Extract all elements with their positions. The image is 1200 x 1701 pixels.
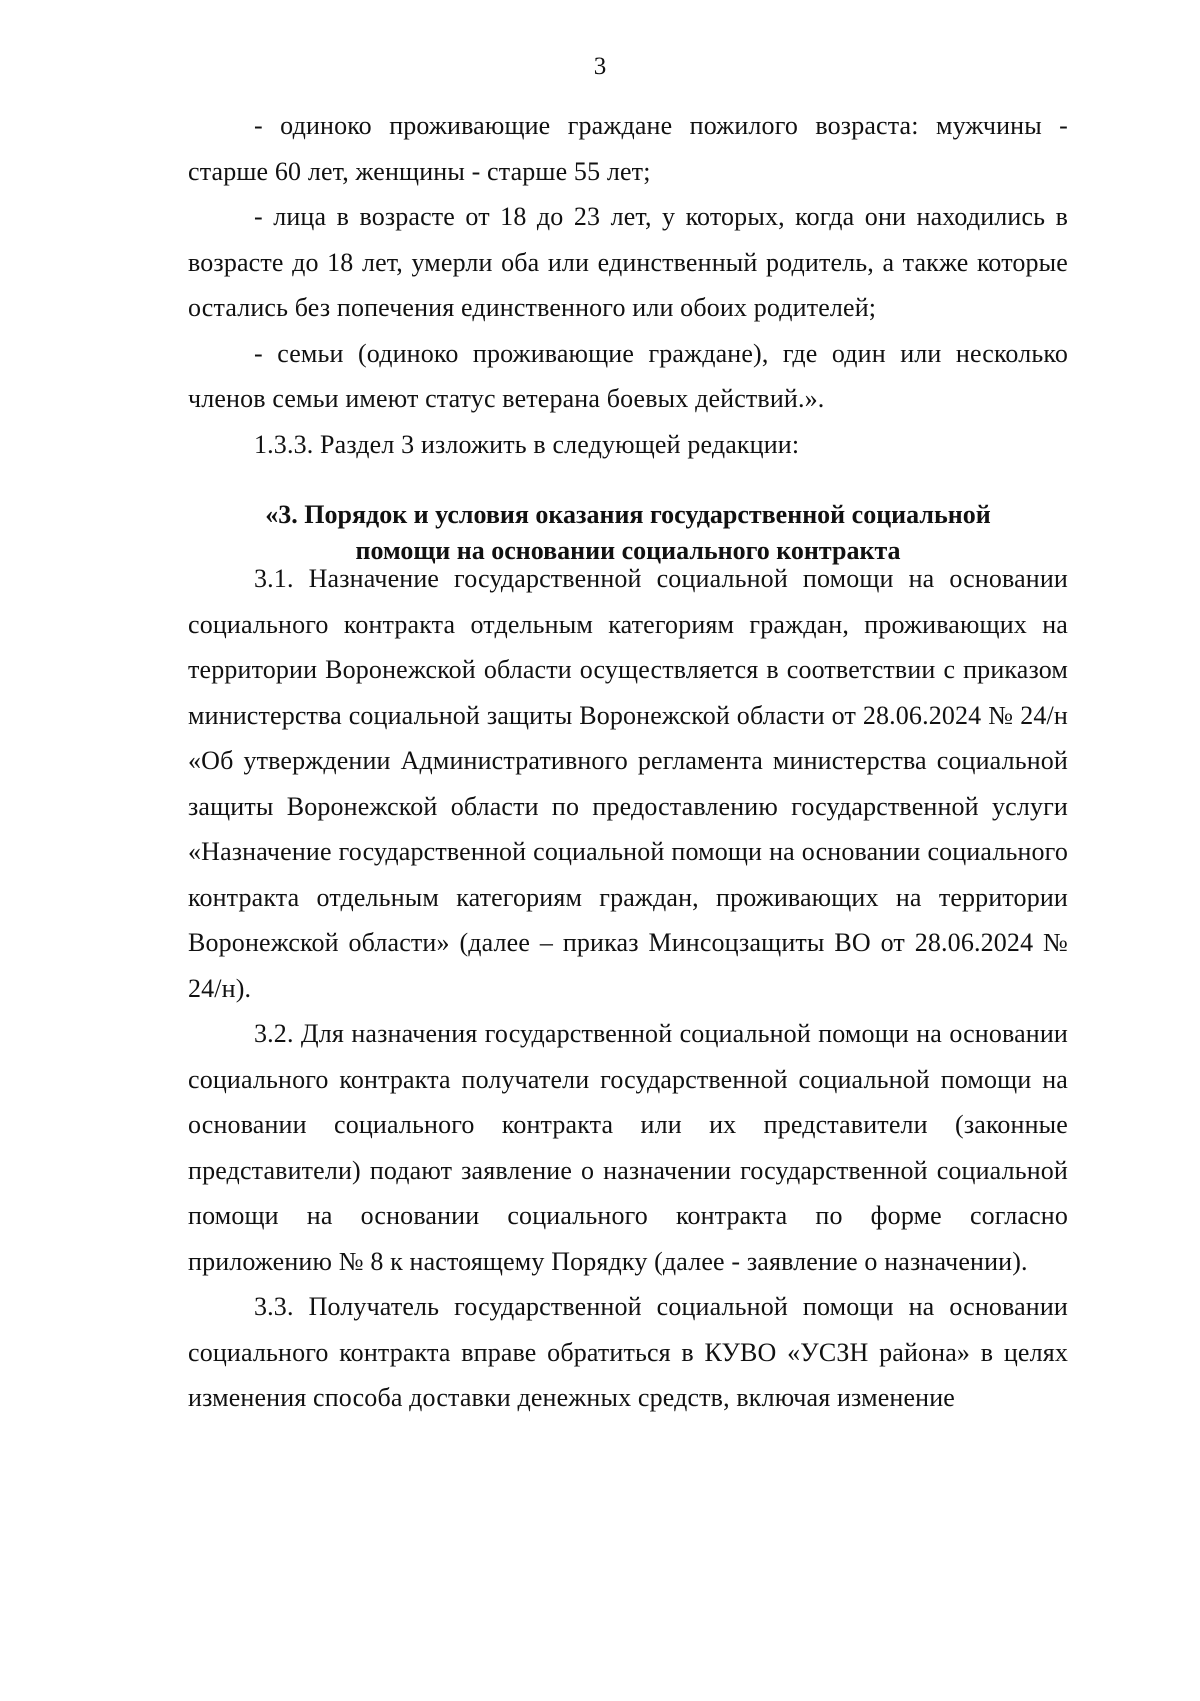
section-heading-line2: помощи на основании социального контракта [355,536,901,565]
main-section [188,556,1068,1421]
paragraph-orphans: - лица в возрасте от 18 до 23 лет, у которых, когда они находились в возрасте до 18 лет, умерли оба или единственный родитель, а также которые остались без попечения единственного или обоих родителей; [188,202,1068,322]
paragraph-amendment: 1.3.3. Раздел 3 изложить в следующей редакции: [254,429,800,459]
paragraph-3-3: 3.3. Получатель государственной социальной помощи на основании социального контракта вправе обратиться в КУВО «УСЗН района» в целях изменения способа доставки денежных средств, включая изменение [188,1292,1068,1412]
paragraph-veterans: - семьи (одиноко проживающие граждане), где один или несколько членов семьи имеют статус ветерана боевых действий.». [188,338,1068,413]
page-number: 3 [593,53,607,80]
section-heading-line1: «3. Порядок и условия оказания государственной социальной [265,500,991,529]
list-section [188,103,1068,467]
paragraph-elderly: - одиноко проживающие граждане пожилого возраста: мужчины - старше 60 лет, женщины - старше 55 лет; [188,111,1068,186]
paragraph-3-1: 3.1. Назначение государственной социальной помощи на основании социального контракта отдельным категориям граждан, проживающих на территории Воронежской области осуществляется в соответствии с приказом министерства социальной защиты Воронежской области от 28.06.2024 № 24/н «Об утверждении Административного регламента министерства социальной защиты Воронежской области по предоставлению государственной услуги «Назначение государственной социальной помощи на основании социального контракта отдельным категориям граждан, проживающих на территории Воронежской области» (далее – приказ Минсоцзащиты ВО от 28.06.2024 № 24/н). [188,564,1068,1003]
paragraph-3-2: 3.2. Для назначения государственной социальной помощи на основании социального контракта получатели государственной социальной помощи на основании социального контракта или их представители (законные представители) подают заявление о назначении государственной социальной помощи на основании социального контракта по форме согласно приложению № 8 к настоящему Порядку (далее - заявление о назначении). [188,1019,1068,1276]
